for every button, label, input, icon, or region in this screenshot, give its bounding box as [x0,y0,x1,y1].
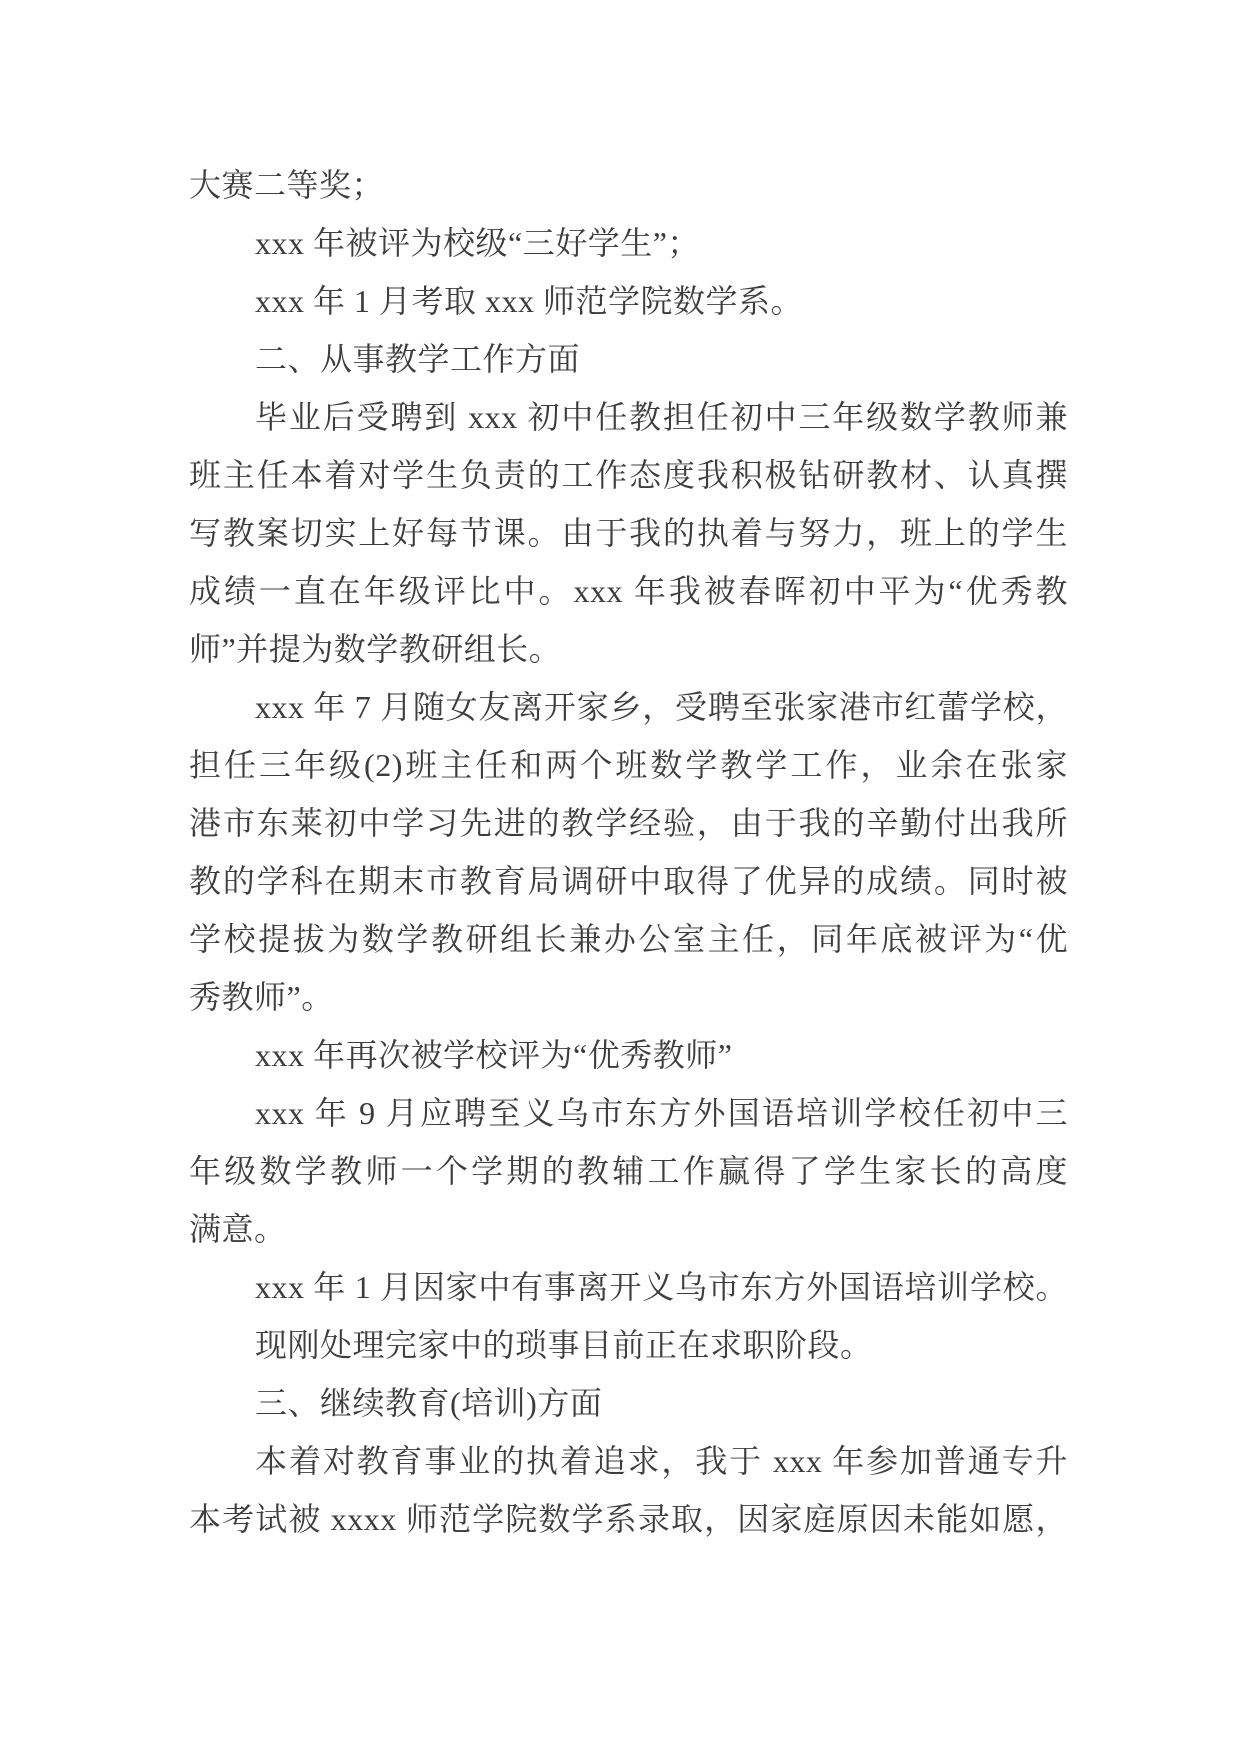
text-line: 港市东莱初中学习先进的教学经验，由于我的辛勤付出我所 [189,805,1068,841]
text-line: 三、继续教育(培训)方面 [255,1385,603,1421]
text-line: xxx 年再次被学校评为“优秀教师” [255,1037,733,1073]
text-line: xxx 年 1 月因家中有事离开义乌市东方外国语培训学校。 [255,1269,1068,1305]
text-line: xxx 年 7 月随女友离开家乡，受聘至张家港市红蕾学校， [255,689,1068,725]
text-line: 二、从事教学工作方面 [255,341,581,377]
text-line: 担任三年级(2)班主任和两个班数学教学工作，业余在张家 [189,747,1068,783]
text-line: 教的学科在期末市教育局调研中取得了优异的成绩。同时被 [189,863,1068,899]
text-line: 本考试被 xxxx 师范学院数学系录取，因家庭原因未能如愿， [189,1501,1068,1537]
text-line: 毕业后受聘到 xxx 初中任教担任初中三年级数学教师兼 [255,399,1068,435]
text-line: 成绩一直在年级评比中。xxx 年我被春晖初中平为“优秀教 [189,573,1068,609]
text-line: xxx 年 9 月应聘至义乌市东方外国语培训学校任初中三 [255,1095,1068,1131]
text-line: 年级数学教师一个学期的教辅工作赢得了学生家长的高度 [189,1153,1068,1189]
text-line: 现刚处理完家中的琐事目前正在求职阶段。 [255,1327,873,1363]
text-line: 写教案切实上好每节课。由于我的执着与努力，班上的学生 [189,515,1068,551]
text-line: xxx 年 1 月考取 xxx 师范学院数学系。 [255,283,804,319]
text-line: 学校提拔为数学教研组长兼办公室主任，同年底被评为“优 [189,921,1068,957]
text-line: 师”并提为数学教研组长。 [189,631,562,667]
text-line: 大赛二等奖； [189,167,385,203]
document-body [189,156,1068,1548]
text-line: xxx 年被评为校级“三好学生”； [255,225,700,261]
text-line: 班主任本着对学生负责的工作态度我积极钻研教材、认真撰 [189,457,1068,493]
text-line: 秀教师”。 [189,979,334,1015]
text-line: 满意。 [189,1211,287,1247]
text-line: 本着对教育事业的执着追求，我于 xxx 年参加普通专升 [255,1443,1068,1479]
